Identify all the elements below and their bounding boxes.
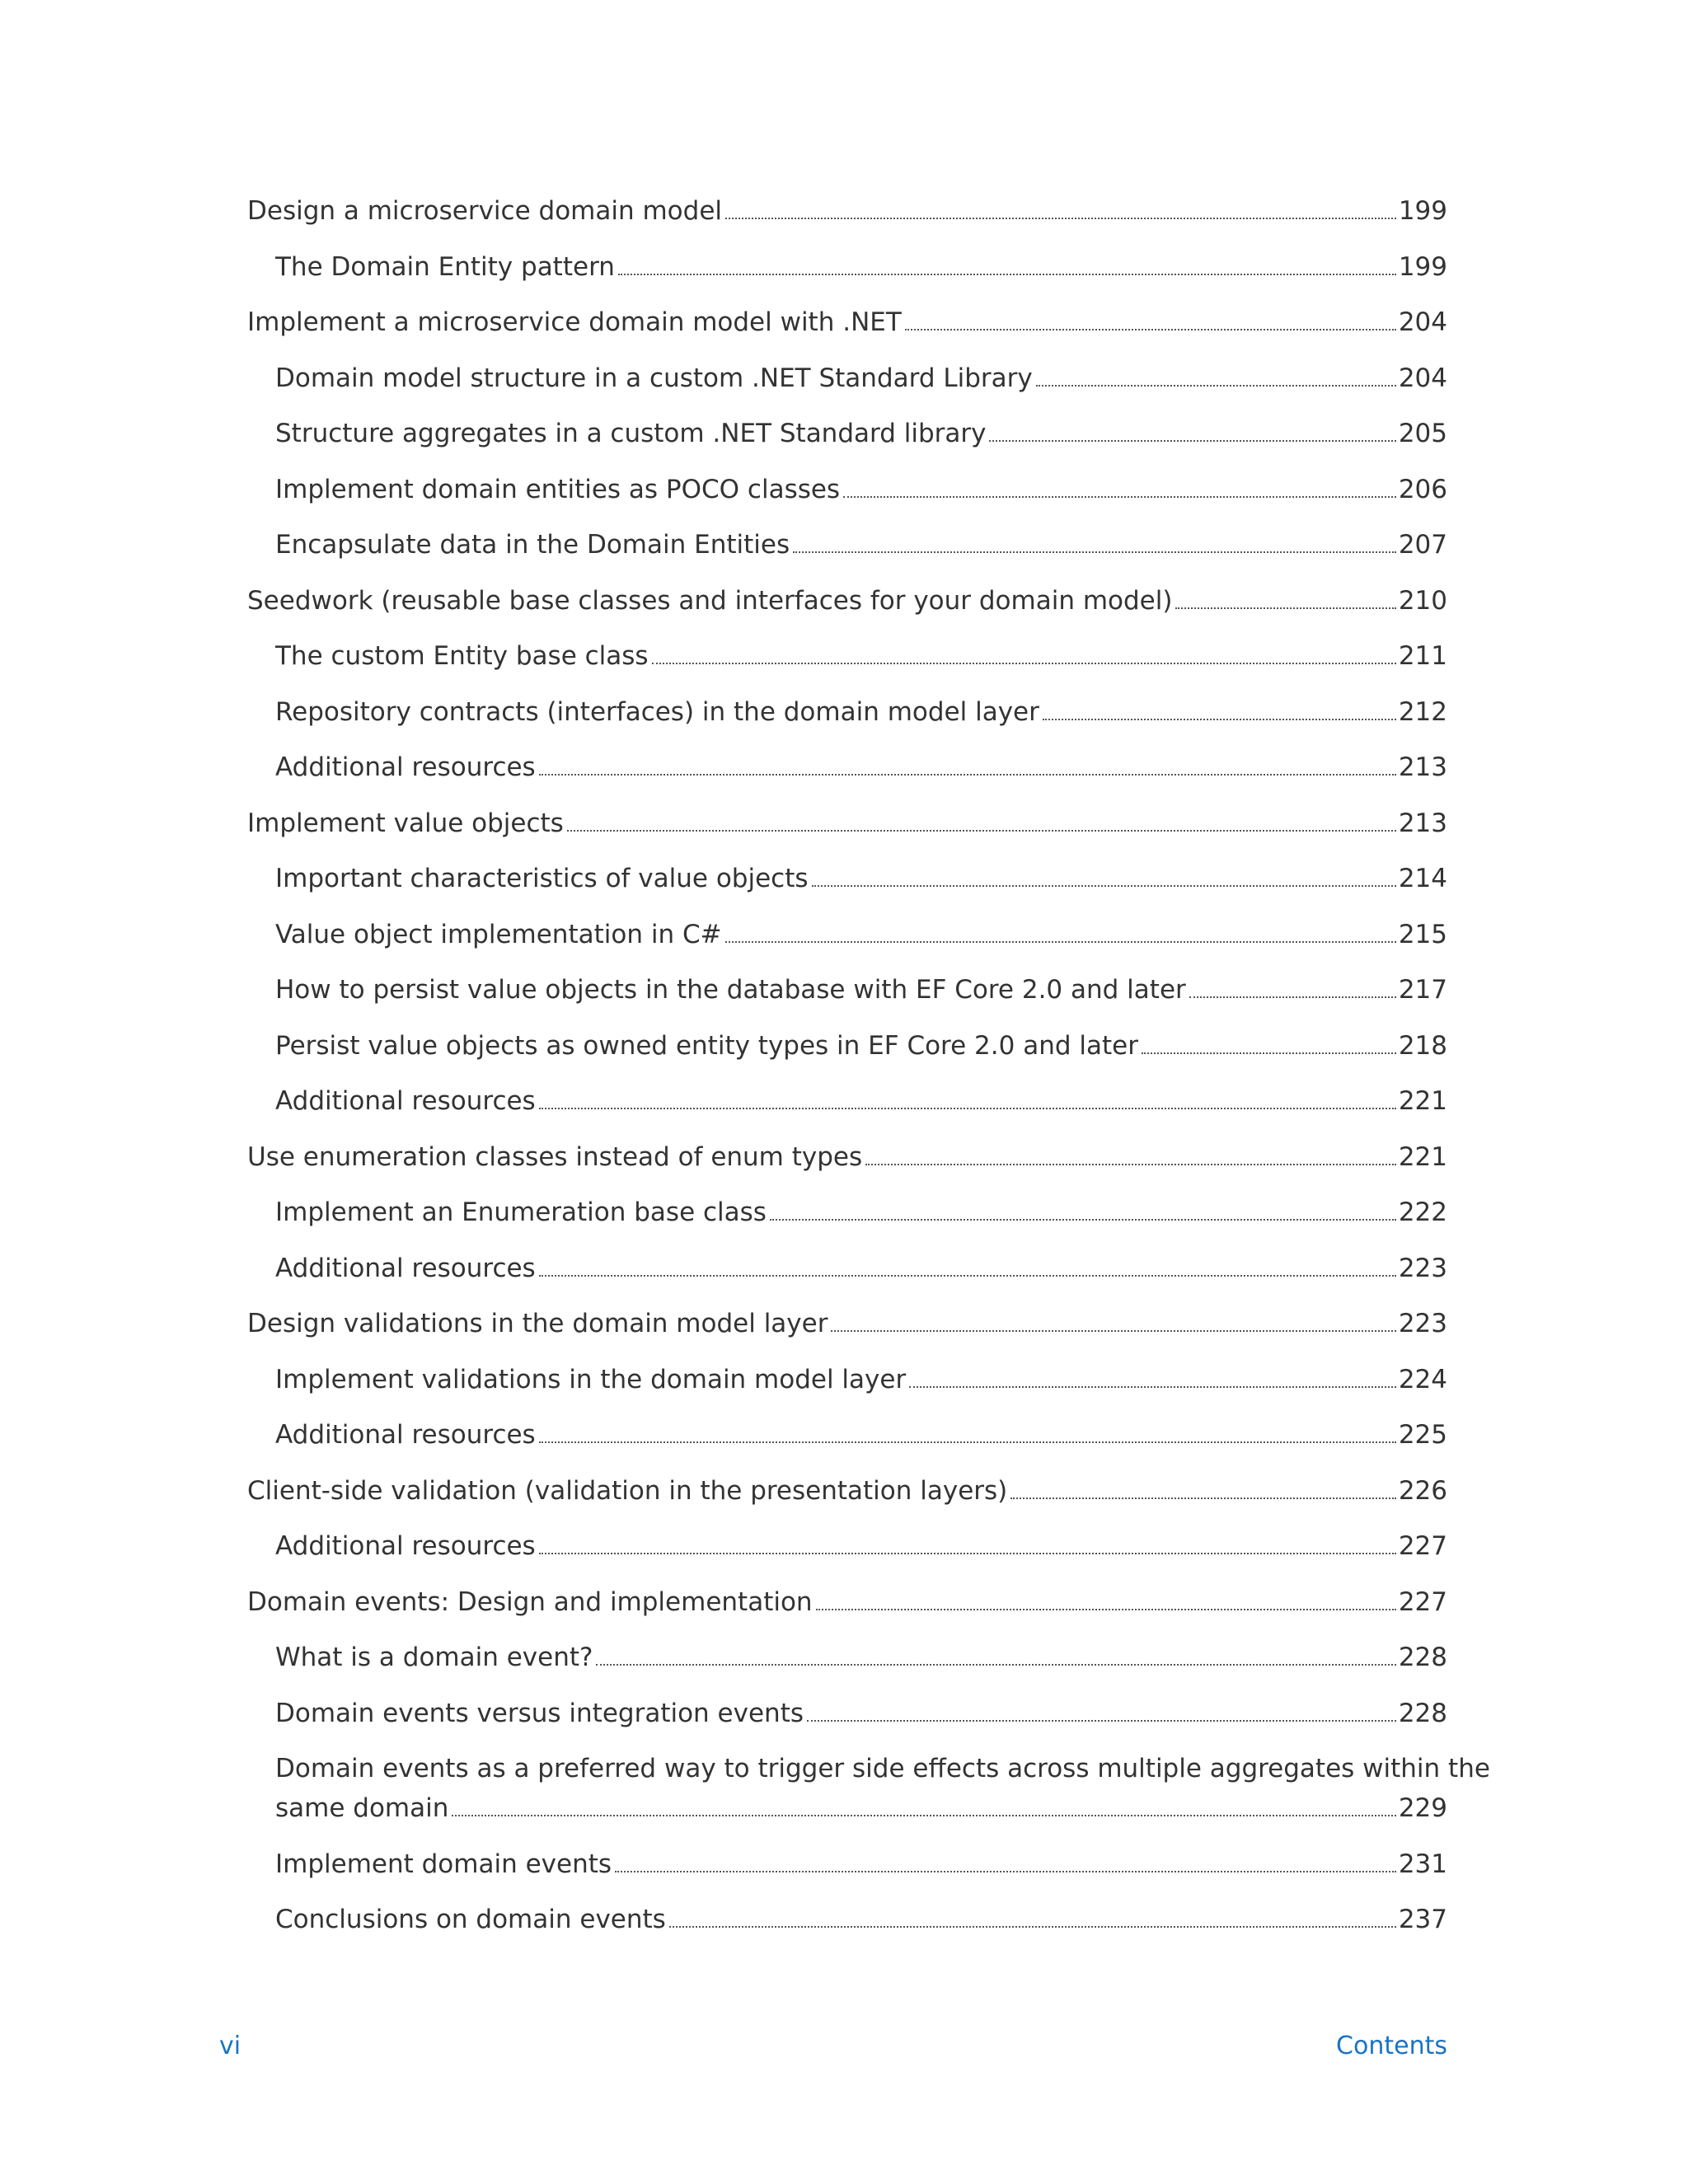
toc-entry-page: 226: [1398, 1475, 1447, 1506]
toc-entry[interactable]: [247, 470, 1447, 509]
toc-entry-title: The Domain Entity pattern: [275, 251, 615, 282]
toc-entry[interactable]: [247, 1081, 1447, 1121]
toc-entry-title: Client-side validation (validation in the presentation layers): [247, 1475, 1008, 1506]
toc-entry-title-line1: Domain events as a preferred way to trigger side effects across multiple aggregates within the: [275, 1754, 1490, 1783]
dot-leader: [615, 1871, 1396, 1872]
toc-entry-title: Design validations in the domain model layer: [247, 1309, 828, 1338]
toc-entry-title: Implement validations in the domain model layer: [275, 1364, 907, 1394]
toc-entry[interactable]: [247, 1360, 1447, 1399]
dot-leader: [669, 1926, 1396, 1928]
toc-entry-title: Repository contracts (interfaces) in the domain model layer: [275, 696, 1039, 727]
dot-leader: [793, 551, 1396, 553]
dot-leader: [596, 1664, 1395, 1666]
dot-leader: [1175, 607, 1395, 609]
dot-leader: [816, 1609, 1396, 1610]
dot-leader: [539, 1553, 1396, 1554]
toc-entry-title-line2: same domain: [275, 1793, 449, 1823]
dot-leader: [1189, 996, 1396, 998]
dot-leader: [807, 1720, 1396, 1722]
toc-entry-title: Domain events: Design and implementation: [247, 1586, 813, 1617]
toc-entry-title: Implement domain events: [275, 1849, 612, 1879]
toc-entry[interactable]: [247, 1900, 1447, 1939]
footer-section-title: Contents: [1336, 2032, 1447, 2060]
dot-leader: [831, 1330, 1395, 1332]
toc-entry-title: Implement an Enumeration base class: [275, 1197, 767, 1227]
toc-entry-title: Domain model structure in a custom .NET Standard Library: [275, 363, 1033, 393]
dot-leader: [725, 218, 1396, 219]
toc-entry-page: 213: [1398, 752, 1447, 782]
dot-leader: [452, 1815, 1395, 1816]
dot-leader: [1010, 1497, 1396, 1499]
toc-entry[interactable]: [247, 1026, 1447, 1066]
toc-entry[interactable]: [247, 1749, 1490, 1828]
dot-leader: [1036, 385, 1396, 387]
toc-entry-title: Conclusions on domain events: [275, 1905, 666, 1934]
toc-entry-page: 237: [1398, 1905, 1447, 1934]
toc-entry[interactable]: [247, 302, 1447, 342]
table-of-contents: [247, 191, 1490, 1956]
toc-entry-title: Encapsulate data in the Domain Entities: [275, 530, 790, 560]
toc-entry[interactable]: [247, 748, 1447, 787]
dot-leader: [909, 1386, 1396, 1388]
dot-leader: [539, 1441, 1396, 1443]
toc-entry[interactable]: [247, 804, 1447, 843]
toc-entry[interactable]: [247, 1415, 1447, 1455]
toc-entry[interactable]: [247, 581, 1447, 621]
toc-entry-page: 206: [1398, 474, 1447, 504]
toc-entry[interactable]: [247, 859, 1447, 898]
toc-entry-page: 222: [1398, 1197, 1447, 1227]
toc-entry-page: 221: [1398, 1086, 1447, 1116]
dot-leader: [618, 274, 1396, 275]
toc-entry-title: Important characteristics of value objects: [275, 864, 809, 893]
toc-entry[interactable]: [247, 247, 1447, 287]
toc-entry-title: Additional resources: [275, 1420, 536, 1450]
dot-leader: [812, 885, 1396, 887]
toc-entry-page: 204: [1398, 307, 1447, 337]
toc-entry[interactable]: [247, 1694, 1447, 1733]
toc-entry-page: 207: [1398, 530, 1447, 560]
toc-entry[interactable]: [247, 636, 1447, 676]
dot-leader: [1043, 719, 1396, 720]
toc-entry-page: 227: [1398, 1531, 1447, 1561]
toc-entry-title: Structure aggregates in a custom .NET Standard library: [275, 419, 987, 448]
toc-entry-page: 229: [1398, 1793, 1447, 1823]
toc-entry[interactable]: [247, 1471, 1447, 1511]
toc-entry-page: 224: [1398, 1364, 1447, 1394]
dot-leader: [725, 941, 1396, 943]
toc-entry-page: 225: [1398, 1420, 1447, 1450]
toc-entry-page: 215: [1398, 919, 1447, 949]
toc-entry[interactable]: [247, 1844, 1447, 1884]
toc-entry-page: 210: [1398, 585, 1447, 616]
toc-entry-title: Value object implementation in C#: [275, 919, 722, 949]
toc-entry[interactable]: [247, 1582, 1447, 1622]
toc-entry-page: 214: [1398, 864, 1447, 893]
toc-entry-title: Domain events versus integration events: [275, 1698, 804, 1728]
toc-entry-title: Additional resources: [275, 1253, 536, 1283]
dot-leader: [652, 663, 1396, 664]
dot-leader: [905, 329, 1396, 330]
toc-entry[interactable]: [247, 1193, 1447, 1232]
dot-leader: [989, 440, 1395, 442]
toc-entry-title: The custom Entity base class: [275, 641, 649, 671]
toc-entry-page: 218: [1398, 1030, 1447, 1061]
toc-entry-title: What is a domain event?: [275, 1643, 593, 1672]
toc-entry-page: 204: [1398, 363, 1447, 393]
dot-leader: [567, 830, 1396, 832]
toc-entry[interactable]: [247, 915, 1447, 954]
toc-entry-page: 228: [1398, 1643, 1447, 1672]
dot-leader: [843, 496, 1396, 498]
toc-entry-page: 213: [1398, 808, 1447, 838]
toc-entry-title: Additional resources: [275, 1531, 536, 1561]
toc-entry-title: Additional resources: [275, 752, 536, 782]
toc-entry-page: 217: [1398, 975, 1447, 1005]
dot-leader: [539, 774, 1396, 776]
toc-entry-page: 221: [1398, 1141, 1447, 1172]
toc-entry[interactable]: [247, 1526, 1447, 1566]
toc-entry-title: Implement value objects: [247, 808, 564, 838]
toc-entry-title: Implement domain entities as POCO classes: [275, 474, 841, 504]
toc-entry-title: Design a microservice domain model: [247, 196, 722, 226]
toc-entry-page: 199: [1398, 196, 1447, 226]
toc-entry[interactable]: [247, 1137, 1447, 1177]
toc-entry-title: How to persist value objects in the database with EF Core 2.0 and later: [275, 975, 1186, 1005]
toc-entry-page: 228: [1398, 1698, 1447, 1728]
toc-entry-page: 212: [1398, 696, 1447, 727]
toc-entry[interactable]: [247, 191, 1447, 231]
footer-page-number: vi: [219, 2032, 241, 2060]
toc-entry-page: 231: [1398, 1849, 1447, 1879]
toc-entry-page: 223: [1398, 1309, 1447, 1338]
toc-entry-title: Use enumeration classes instead of enum types: [247, 1141, 863, 1172]
toc-entry-page: 205: [1398, 419, 1447, 448]
toc-entry[interactable]: [247, 1249, 1447, 1288]
toc-entry[interactable]: [247, 1638, 1447, 1677]
toc-entry-page: 211: [1398, 641, 1447, 671]
toc-entry[interactable]: [247, 525, 1447, 565]
dot-leader: [770, 1219, 1396, 1221]
toc-entry[interactable]: [247, 970, 1447, 1010]
toc-entry-title: Implement a microservice domain model with .NET: [247, 307, 902, 337]
toc-entry[interactable]: [247, 1304, 1447, 1343]
toc-entry-page: 223: [1398, 1253, 1447, 1283]
dot-leader: [539, 1108, 1396, 1109]
toc-entry-page: 227: [1398, 1586, 1447, 1617]
toc-entry[interactable]: [247, 414, 1447, 453]
toc-entry[interactable]: [247, 359, 1447, 398]
toc-entry-page: 199: [1398, 251, 1447, 282]
toc-entry-title: Persist value objects as owned entity types in EF Core 2.0 and later: [275, 1030, 1138, 1061]
toc-entry-title: Seedwork (reusable base classes and interfaces for your domain model): [247, 585, 1173, 616]
toc-entry[interactable]: [247, 692, 1447, 732]
dot-leader: [1142, 1052, 1396, 1054]
dot-leader: [539, 1275, 1396, 1277]
dot-leader: [865, 1164, 1396, 1165]
toc-entry-title: Additional resources: [275, 1086, 536, 1116]
